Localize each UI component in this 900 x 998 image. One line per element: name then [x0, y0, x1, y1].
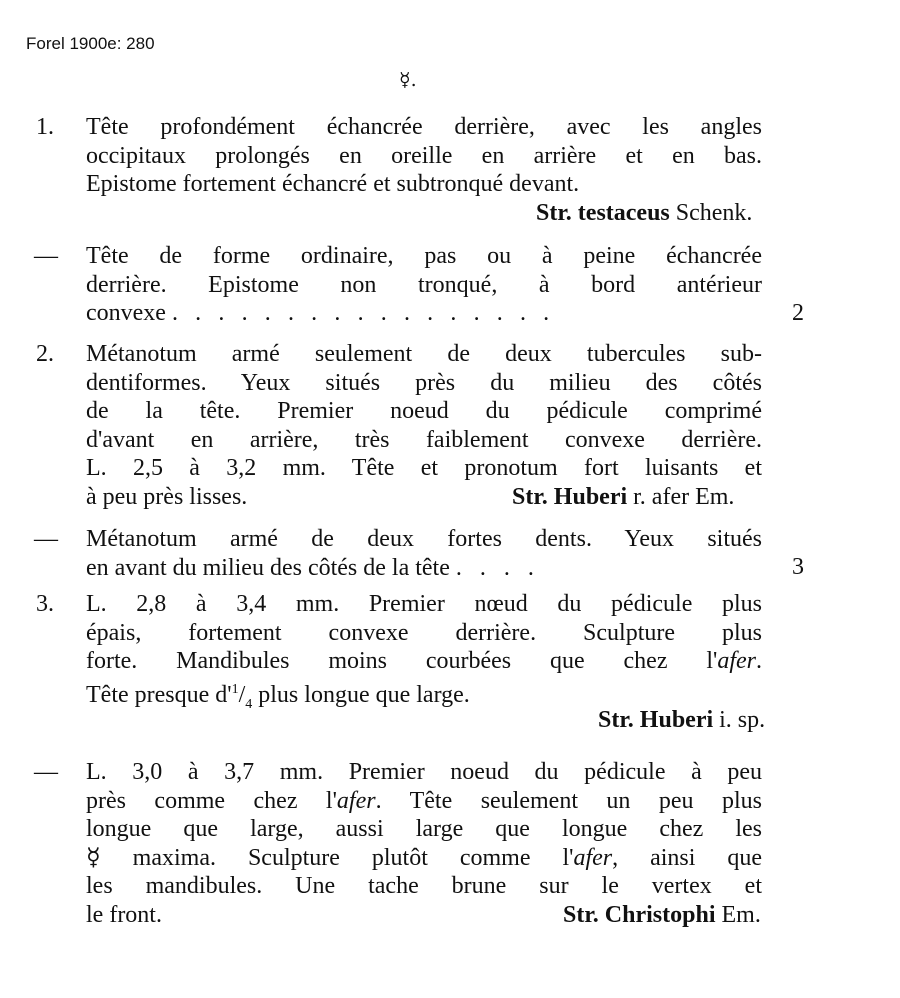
- entry-text: [86, 590, 762, 719]
- species-name: Str. testaceus Schenk.: [536, 200, 753, 226]
- text-line: le front.: [86, 901, 162, 928]
- entry-dash: —: [34, 759, 58, 785]
- entry-dash: —: [34, 243, 58, 269]
- text-line: L. 3,0 à 3,7 mm. Premier noeud du pédicule à peu: [86, 759, 762, 785]
- text-line: à peu près lisses.: [86, 483, 248, 510]
- text-line: convexe . . . . . . . . . . . . . . . . .: [86, 300, 555, 327]
- text-line: longue que large, aussi large que longue chez les: [86, 816, 762, 843]
- species-name: Str. Huberi i. sp.: [598, 707, 766, 733]
- text-line: d'avant en arrière, très faiblement convexe derrière.: [86, 426, 762, 453]
- species-name: Str. Huberi r. afer Em.: [512, 484, 735, 510]
- entry-text: [86, 242, 762, 328]
- text-line: Tête presque $d'^1/_4$ plus longue que large.: [86, 681, 470, 712]
- text-line: ☿ maxima. Sculpture plutôt comme l'afer, ainsi que: [86, 844, 763, 871]
- text-line: Epistome fortement échancré et subtronqué devant.: [86, 171, 580, 198]
- text-line: occipitaux prolongés en oreille en arrière et en bas.: [86, 142, 762, 169]
- text-line: épais, fortement convexe derrière. Sculpture plus: [86, 619, 762, 646]
- text-line: L. 2,8 à 3,4 mm. Premier nœud du pédicule plus: [86, 591, 762, 617]
- entry-number: 3.: [36, 591, 54, 617]
- text-line: dentiformes. Yeux situés près du milieu des côtés: [86, 369, 762, 396]
- text-line: Tête profondément échancrée derrière, avec les angles: [86, 114, 762, 140]
- text-line: près comme chez l'afer. Tête seulement un peu plus: [86, 787, 762, 814]
- fraction-numerator: 1: [231, 681, 239, 697]
- species-name: Str. Christophi Em.: [563, 902, 761, 928]
- caste-symbol: ☿.: [399, 69, 417, 91]
- citation-label: Forel 1900e: 280: [26, 34, 155, 53]
- couplet-reference: 3: [792, 554, 804, 580]
- entry-text: [86, 525, 762, 582]
- entry-dash: —: [34, 526, 58, 552]
- entry-number: 2.: [36, 341, 54, 367]
- text-line: les mandibules. Une tache brune sur le vertex et: [86, 873, 762, 900]
- leader-dots: . . . . . . . . . . . . . . . . .: [171, 300, 555, 327]
- couplet-reference: 2: [792, 300, 804, 326]
- text-line: Tête de forme ordinaire, pas ou à peine échancrée: [86, 243, 762, 269]
- text-line: forte. Mandibules moins courbées que chez l'afer.: [86, 648, 762, 675]
- fraction-denominator: 4: [245, 696, 253, 712]
- text-line: en avant du milieu des côtés de la tête . . . .: [86, 554, 540, 581]
- entry-number: 1.: [36, 114, 54, 140]
- leader-dots: . . . .: [455, 554, 540, 581]
- text-line: derrière. Epistome non tronqué, à bord antérieur: [86, 271, 762, 298]
- text-line: de la tête. Premier noeud du pédicule comprimé: [86, 398, 762, 425]
- entry-text: [86, 113, 762, 199]
- text-line: Métanotum armé seulement de deux tubercules sub-: [86, 341, 762, 367]
- text-line: Métanotum armé de deux fortes dents. Yeux situés: [86, 526, 762, 552]
- text-line: L. 2,5 à 3,2 mm. Tête et pronotum fort luisants et: [86, 455, 762, 482]
